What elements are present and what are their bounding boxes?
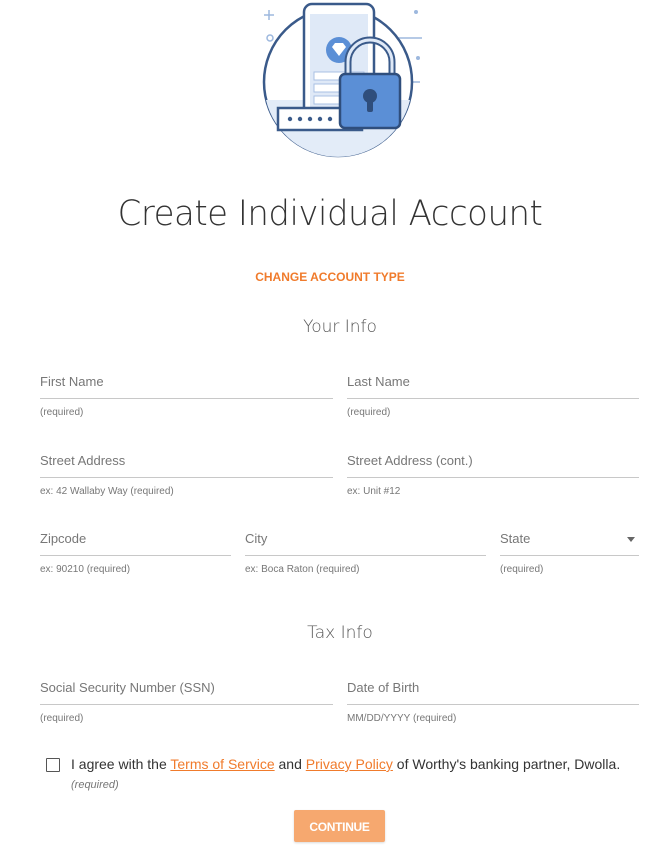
last-name-hint: (required): [347, 407, 391, 418]
phone-padlock-illustration: [250, 0, 430, 170]
dob-input[interactable]: Date of Birth: [347, 671, 639, 705]
change-account-type-link[interactable]: CHANGE ACCOUNT TYPE: [255, 270, 405, 284]
zipcode-input[interactable]: Zipcode: [40, 522, 231, 556]
chevron-down-icon: [627, 537, 635, 542]
street-address-cont-input[interactable]: Street Address (cont.): [347, 444, 639, 478]
dob-field: [347, 671, 639, 724]
city-field: [245, 522, 486, 575]
zipcode-hint: ex: 90210 (required): [40, 564, 131, 575]
street-address-field: [40, 444, 333, 497]
state-select-label: State: [500, 531, 531, 546]
ssn-input[interactable]: Social Security Number (SSN): [40, 671, 333, 705]
state-hint: (required): [500, 564, 544, 575]
city-hint: ex: Boca Raton (required): [245, 564, 360, 575]
terms-of-service-link[interactable]: Terms of Service: [170, 756, 275, 772]
ssn-field: [40, 671, 333, 724]
street-address-cont-hint: ex: Unit #12: [347, 486, 401, 497]
section-title-tax-info: Tax Info: [307, 623, 373, 643]
ssn-hint: (required): [40, 713, 84, 724]
street-address-hint: ex: 42 Wallaby Way (required): [40, 486, 174, 497]
city-input[interactable]: City: [245, 522, 486, 556]
agreement-suffix: of Worthy's banking partner, Dwolla.: [392, 756, 621, 772]
agreement-prefix: I agree with the: [71, 756, 171, 772]
agreement-and: and: [274, 756, 306, 772]
first-name-input[interactable]: First Name: [40, 365, 333, 399]
street-address-cont-field: [347, 444, 639, 497]
last-name-field: [347, 365, 639, 418]
state-select[interactable]: [500, 522, 639, 556]
continue-button[interactable]: CONTINUE: [294, 810, 385, 842]
section-title-your-info: Your Info: [303, 317, 377, 337]
agreement-required: (required): [71, 779, 119, 791]
agreement-text: [71, 755, 631, 795]
privacy-policy-link[interactable]: Privacy Policy: [305, 756, 393, 772]
street-address-input[interactable]: Street Address: [40, 444, 333, 478]
zipcode-field: [40, 522, 231, 575]
last-name-input[interactable]: Last Name: [347, 365, 639, 399]
first-name-hint: (required): [40, 407, 84, 418]
first-name-field: [40, 365, 333, 418]
dob-hint: MM/DD/YYYY (required): [347, 713, 457, 724]
state-field: [500, 522, 639, 575]
page-title: Create Individual Account: [117, 194, 543, 234]
agree-checkbox[interactable]: [46, 758, 60, 772]
